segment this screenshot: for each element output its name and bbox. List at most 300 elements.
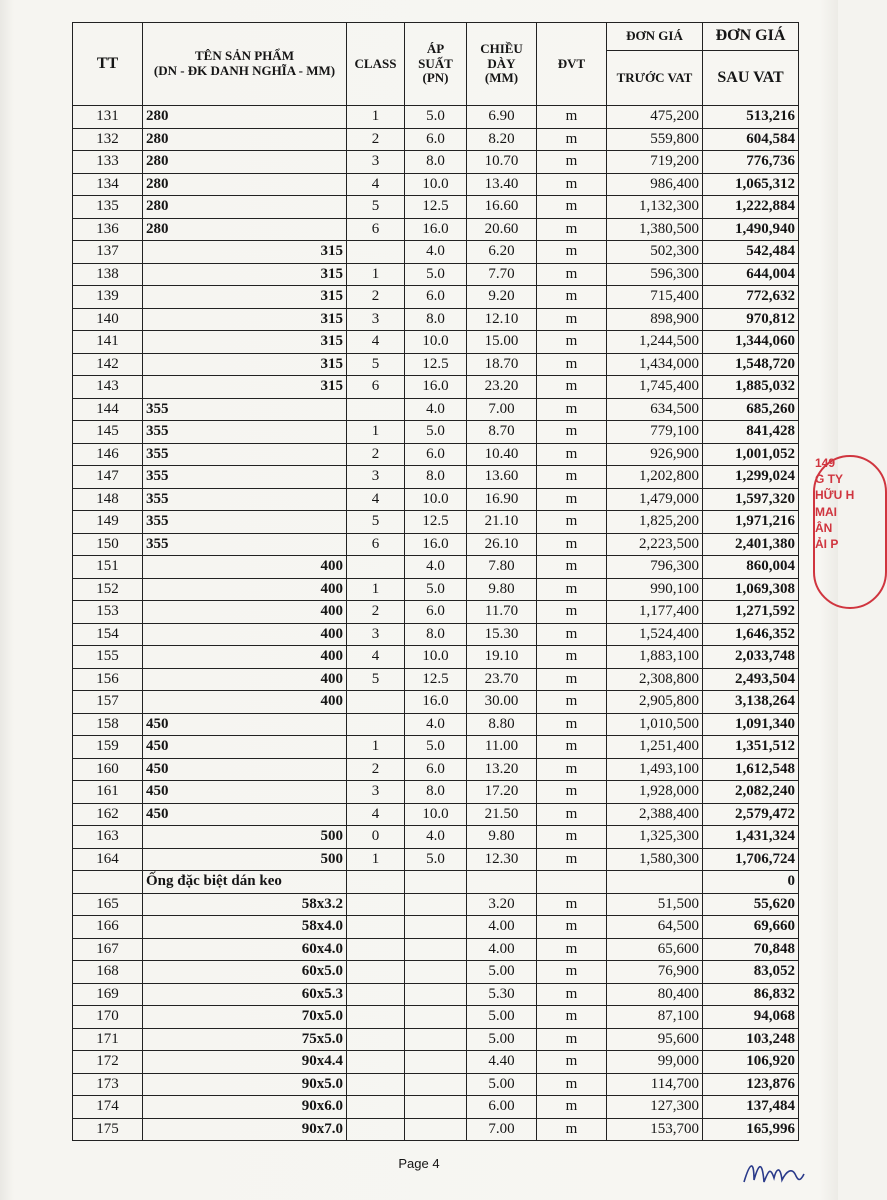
table-row (73, 443, 799, 466)
row-price-after-vat: 70,848 (703, 938, 799, 961)
col-unit-header: ĐVT (537, 23, 607, 106)
row-pressure: 10.0 (405, 488, 467, 511)
row-product-name: 450 (143, 803, 347, 826)
table-row (73, 803, 799, 826)
row-price-before-vat: 1,825,200 (607, 511, 703, 534)
row-unit: m (537, 601, 607, 624)
row-pressure (405, 1118, 467, 1141)
row-price-before-vat: 779,100 (607, 421, 703, 444)
pressure-header-l1: ÁP (426, 40, 445, 56)
row-price-before-vat: 1,202,800 (607, 466, 703, 489)
row-tt: 158 (73, 713, 143, 736)
row-product-name: 280 (143, 173, 347, 196)
col-class-header: CLASS (347, 23, 405, 106)
row-price-before-vat: 87,100 (607, 1006, 703, 1029)
row-unit: m (537, 646, 607, 669)
row-pressure: 10.0 (405, 331, 467, 354)
row-pressure: 12.5 (405, 353, 467, 376)
row-price-after-vat: 1,885,032 (703, 376, 799, 399)
row-pressure: 10.0 (405, 173, 467, 196)
row-class: 5 (347, 196, 405, 219)
table-row (73, 713, 799, 736)
row-price-before-vat: 986,400 (607, 173, 703, 196)
row-product-name: 75x5.0 (143, 1028, 347, 1051)
row-tt: 132 (73, 128, 143, 151)
row-product-name: 355 (143, 466, 347, 489)
row-tt: 135 (73, 196, 143, 219)
row-unit: m (537, 488, 607, 511)
row-price-after-vat: 1,344,060 (703, 331, 799, 354)
row-tt: 149 (73, 511, 143, 534)
row-pressure: 16.0 (405, 218, 467, 241)
row-price-after-vat: 841,428 (703, 421, 799, 444)
row-price-before-vat: 99,000 (607, 1051, 703, 1074)
table-row (73, 1028, 799, 1051)
thickness-header-l3: (MM) (484, 70, 519, 86)
row-thickness (467, 871, 537, 894)
row-thickness: 9.20 (467, 286, 537, 309)
row-pressure: 8.0 (405, 623, 467, 646)
row-class: 4 (347, 173, 405, 196)
row-pressure: 8.0 (405, 151, 467, 174)
row-tt: 131 (73, 106, 143, 129)
row-tt: 150 (73, 533, 143, 556)
row-pressure: 16.0 (405, 691, 467, 714)
row-pressure: 12.5 (405, 196, 467, 219)
row-unit: m (537, 173, 607, 196)
row-class: 4 (347, 803, 405, 826)
row-unit: m (537, 938, 607, 961)
row-class (347, 916, 405, 939)
row-price-before-vat: 76,900 (607, 961, 703, 984)
table-row (73, 1006, 799, 1029)
row-product-name: 280 (143, 151, 347, 174)
row-thickness: 26.10 (467, 533, 537, 556)
row-thickness: 5.00 (467, 961, 537, 984)
table-row (73, 983, 799, 1006)
row-tt: 148 (73, 488, 143, 511)
table-row (73, 511, 799, 534)
row-unit: m (537, 511, 607, 534)
row-price-after-vat: 2,082,240 (703, 781, 799, 804)
table-row (73, 263, 799, 286)
row-tt: 133 (73, 151, 143, 174)
row-price-after-vat: 1,001,052 (703, 443, 799, 466)
row-price-after-vat: 1,548,720 (703, 353, 799, 376)
pressure-header-l2: SUẤT (418, 55, 453, 71)
row-thickness: 6.00 (467, 1096, 537, 1119)
table-row (73, 758, 799, 781)
row-price-before-vat: 127,300 (607, 1096, 703, 1119)
row-product-name: 70x5.0 (143, 1006, 347, 1029)
row-thickness: 7.00 (467, 398, 537, 421)
row-pressure: 4.0 (405, 241, 467, 264)
row-unit: m (537, 578, 607, 601)
row-price-before-vat: 1,244,500 (607, 331, 703, 354)
row-unit: m (537, 421, 607, 444)
row-pressure: 5.0 (405, 848, 467, 871)
table-row (73, 421, 799, 444)
table-row (73, 331, 799, 354)
table-row (73, 578, 799, 601)
row-thickness: 4.00 (467, 916, 537, 939)
row-product-name: 355 (143, 398, 347, 421)
row-class: 4 (347, 331, 405, 354)
row-class: 2 (347, 601, 405, 624)
row-class: 2 (347, 443, 405, 466)
row-class (347, 961, 405, 984)
row-unit: m (537, 263, 607, 286)
row-product-name: 400 (143, 646, 347, 669)
row-pressure: 6.0 (405, 286, 467, 309)
row-price-after-vat: 3,138,264 (703, 691, 799, 714)
row-price-after-vat: 2,401,380 (703, 533, 799, 556)
col-pressure-header (405, 23, 467, 106)
row-product-name: 58x3.2 (143, 893, 347, 916)
row-price-before-vat: 1,883,100 (607, 646, 703, 669)
table-row (73, 893, 799, 916)
row-class (347, 1051, 405, 1074)
row-tt: 153 (73, 601, 143, 624)
row-product-name: 500 (143, 848, 347, 871)
row-price-after-vat: 685,260 (703, 398, 799, 421)
row-unit: m (537, 1051, 607, 1074)
row-product-name: Ống đặc biệt dán keo (143, 871, 347, 894)
page-number: Page 4 (398, 1156, 440, 1171)
row-unit: m (537, 128, 607, 151)
row-class (347, 893, 405, 916)
row-tt: 155 (73, 646, 143, 669)
table-row (73, 308, 799, 331)
row-product-name: 90x7.0 (143, 1118, 347, 1141)
row-price-before-vat: 719,200 (607, 151, 703, 174)
row-unit: m (537, 1118, 607, 1141)
row-unit: m (537, 443, 607, 466)
row-thickness: 11.70 (467, 601, 537, 624)
table-row (73, 466, 799, 489)
table-row (73, 488, 799, 511)
row-class: 5 (347, 668, 405, 691)
row-tt: 154 (73, 623, 143, 646)
row-thickness: 21.10 (467, 511, 537, 534)
row-price-before-vat: 1,479,000 (607, 488, 703, 511)
row-class: 2 (347, 758, 405, 781)
row-unit: m (537, 781, 607, 804)
row-price-before-vat: 153,700 (607, 1118, 703, 1141)
row-product-name: 315 (143, 353, 347, 376)
row-thickness: 8.80 (467, 713, 537, 736)
row-thickness: 15.00 (467, 331, 537, 354)
row-product-name: 280 (143, 218, 347, 241)
row-price-after-vat: 644,004 (703, 263, 799, 286)
row-class: 1 (347, 736, 405, 759)
row-unit (537, 871, 607, 894)
row-pressure: 16.0 (405, 376, 467, 399)
row-thickness: 5.00 (467, 1073, 537, 1096)
row-tt: 156 (73, 668, 143, 691)
row-price-after-vat: 94,068 (703, 1006, 799, 1029)
row-price-before-vat: 64,500 (607, 916, 703, 939)
row-pressure (405, 893, 467, 916)
row-class (347, 1073, 405, 1096)
row-price-after-vat: 772,632 (703, 286, 799, 309)
row-thickness: 23.20 (467, 376, 537, 399)
row-price-after-vat: 1,490,940 (703, 218, 799, 241)
row-thickness: 13.40 (467, 173, 537, 196)
col-price-after-header: SAU VAT (703, 51, 799, 106)
row-class (347, 241, 405, 264)
col-tt-header: TT (73, 23, 143, 106)
table-row (73, 1051, 799, 1074)
company-stamp (805, 455, 865, 605)
row-tt: 145 (73, 421, 143, 444)
row-price-after-vat: 860,004 (703, 556, 799, 579)
row-tt: 159 (73, 736, 143, 759)
row-pressure: 6.0 (405, 443, 467, 466)
row-product-name: 355 (143, 533, 347, 556)
row-unit: m (537, 353, 607, 376)
row-thickness: 5.30 (467, 983, 537, 1006)
table-row (73, 938, 799, 961)
row-product-name: 280 (143, 128, 347, 151)
row-product-name: 90x6.0 (143, 1096, 347, 1119)
row-class: 3 (347, 466, 405, 489)
row-price-before-vat: 80,400 (607, 983, 703, 1006)
row-unit: m (537, 533, 607, 556)
row-thickness: 7.70 (467, 263, 537, 286)
row-class (347, 691, 405, 714)
row-price-after-vat: 83,052 (703, 961, 799, 984)
row-product-name: 450 (143, 736, 347, 759)
row-pressure: 5.0 (405, 106, 467, 129)
col-price-after-group: ĐƠN GIÁ (703, 23, 799, 51)
row-tt: 170 (73, 1006, 143, 1029)
row-class: 6 (347, 533, 405, 556)
col-price-before-header: TRƯỚC VAT (607, 51, 703, 106)
row-price-before-vat: 2,388,400 (607, 803, 703, 826)
row-class: 5 (347, 511, 405, 534)
row-unit: m (537, 241, 607, 264)
table-row (73, 353, 799, 376)
row-pressure (405, 1028, 467, 1051)
row-tt: 160 (73, 758, 143, 781)
header-row (73, 23, 799, 51)
row-class (347, 1096, 405, 1119)
row-price-after-vat: 1,612,548 (703, 758, 799, 781)
row-tt: 139 (73, 286, 143, 309)
row-pressure: 5.0 (405, 421, 467, 444)
row-class: 1 (347, 848, 405, 871)
row-thickness: 23.70 (467, 668, 537, 691)
row-class: 0 (347, 826, 405, 849)
table-row (73, 961, 799, 984)
table-row (73, 623, 799, 646)
row-unit: m (537, 983, 607, 1006)
row-product-name: 90x4.4 (143, 1051, 347, 1074)
stamp-line: 149 (815, 456, 836, 470)
row-thickness: 15.30 (467, 623, 537, 646)
table-row (73, 691, 799, 714)
table-row (73, 668, 799, 691)
row-price-after-vat: 1,299,024 (703, 466, 799, 489)
row-class (347, 556, 405, 579)
row-thickness: 5.00 (467, 1028, 537, 1051)
table-row (73, 601, 799, 624)
row-tt: 157 (73, 691, 143, 714)
stamp-line: MAI (815, 504, 837, 519)
row-price-before-vat: 1,177,400 (607, 601, 703, 624)
row-pressure: 6.0 (405, 128, 467, 151)
row-price-before-vat: 1,493,100 (607, 758, 703, 781)
row-price-after-vat: 1,091,340 (703, 713, 799, 736)
col-name-header (143, 23, 347, 106)
row-thickness: 21.50 (467, 803, 537, 826)
stamp-line: ẢI P (815, 536, 839, 551)
row-price-after-vat: 1,271,592 (703, 601, 799, 624)
row-thickness: 4.40 (467, 1051, 537, 1074)
row-thickness: 10.70 (467, 151, 537, 174)
row-tt: 151 (73, 556, 143, 579)
row-unit: m (537, 331, 607, 354)
row-price-after-vat: 604,584 (703, 128, 799, 151)
row-pressure: 10.0 (405, 803, 467, 826)
row-class: 1 (347, 106, 405, 129)
stamp-line: HỮU H (815, 488, 855, 503)
row-product-name: 315 (143, 308, 347, 331)
row-price-after-vat: 165,996 (703, 1118, 799, 1141)
row-pressure: 12.5 (405, 668, 467, 691)
row-unit: m (537, 398, 607, 421)
row-unit: m (537, 803, 607, 826)
row-product-name: 400 (143, 601, 347, 624)
row-pressure: 6.0 (405, 601, 467, 624)
table-row (73, 871, 799, 894)
row-unit: m (537, 286, 607, 309)
row-unit: m (537, 308, 607, 331)
row-tt: 161 (73, 781, 143, 804)
signature-icon (740, 1152, 810, 1192)
row-price-before-vat: 990,100 (607, 578, 703, 601)
row-product-name: 400 (143, 691, 347, 714)
row-unit: m (537, 376, 607, 399)
table-row (73, 1118, 799, 1141)
table-body (73, 106, 799, 1141)
col-name-header-line1: TÊN SẢN PHẨM (195, 48, 294, 64)
table-row (73, 151, 799, 174)
row-product-name: 58x4.0 (143, 916, 347, 939)
row-price-after-vat: 1,597,320 (703, 488, 799, 511)
row-price-before-vat: 51,500 (607, 893, 703, 916)
row-class (347, 713, 405, 736)
row-class: 6 (347, 218, 405, 241)
table-row (73, 781, 799, 804)
row-class: 1 (347, 263, 405, 286)
row-thickness: 7.80 (467, 556, 537, 579)
row-product-name: 315 (143, 376, 347, 399)
row-unit: m (537, 826, 607, 849)
table-row (73, 218, 799, 241)
row-price-before-vat: 502,300 (607, 241, 703, 264)
table-row (73, 826, 799, 849)
row-thickness: 3.20 (467, 893, 537, 916)
row-tt (73, 871, 143, 894)
row-tt: 175 (73, 1118, 143, 1141)
row-unit: m (537, 713, 607, 736)
row-product-name: 60x5.0 (143, 961, 347, 984)
row-tt: 134 (73, 173, 143, 196)
row-unit: m (537, 668, 607, 691)
row-thickness: 4.00 (467, 938, 537, 961)
row-class (347, 1006, 405, 1029)
row-thickness: 9.80 (467, 578, 537, 601)
row-unit: m (537, 151, 607, 174)
row-price-after-vat: 2,493,504 (703, 668, 799, 691)
row-price-after-vat: 1,065,312 (703, 173, 799, 196)
table-row (73, 173, 799, 196)
row-tt: 144 (73, 398, 143, 421)
row-price-before-vat: 1,325,300 (607, 826, 703, 849)
row-price-before-vat: 475,200 (607, 106, 703, 129)
row-unit: m (537, 691, 607, 714)
row-product-name: 315 (143, 286, 347, 309)
row-price-before-vat: 1,132,300 (607, 196, 703, 219)
row-price-before-vat: 1,251,400 (607, 736, 703, 759)
row-pressure (405, 1006, 467, 1029)
row-tt: 146 (73, 443, 143, 466)
row-price-before-vat: 715,400 (607, 286, 703, 309)
row-thickness: 11.00 (467, 736, 537, 759)
row-price-after-vat: 1,069,308 (703, 578, 799, 601)
row-tt: 169 (73, 983, 143, 1006)
row-price-after-vat: 55,620 (703, 893, 799, 916)
row-price-before-vat: 95,600 (607, 1028, 703, 1051)
row-unit: m (537, 556, 607, 579)
row-tt: 164 (73, 848, 143, 871)
row-class: 1 (347, 578, 405, 601)
row-product-name: 60x4.0 (143, 938, 347, 961)
row-price-after-vat: 1,431,324 (703, 826, 799, 849)
row-price-before-vat: 1,380,500 (607, 218, 703, 241)
row-price-before-vat: 65,600 (607, 938, 703, 961)
row-unit: m (537, 736, 607, 759)
row-tt: 167 (73, 938, 143, 961)
row-tt: 138 (73, 263, 143, 286)
row-tt: 141 (73, 331, 143, 354)
row-tt: 143 (73, 376, 143, 399)
row-thickness: 16.90 (467, 488, 537, 511)
row-tt: 136 (73, 218, 143, 241)
table-row (73, 106, 799, 129)
row-price-before-vat: 1,434,000 (607, 353, 703, 376)
row-price-before-vat: 2,308,800 (607, 668, 703, 691)
row-product-name: 355 (143, 421, 347, 444)
table-row (73, 556, 799, 579)
row-price-after-vat: 1,646,352 (703, 623, 799, 646)
row-pressure: 4.0 (405, 713, 467, 736)
row-price-after-vat: 103,248 (703, 1028, 799, 1051)
row-price-before-vat: 796,300 (607, 556, 703, 579)
row-thickness: 5.00 (467, 1006, 537, 1029)
thickness-header-l1: CHIỀU (480, 40, 523, 56)
row-tt: 174 (73, 1096, 143, 1119)
row-unit: m (537, 1073, 607, 1096)
row-unit: m (537, 1096, 607, 1119)
row-thickness: 20.60 (467, 218, 537, 241)
row-thickness: 17.20 (467, 781, 537, 804)
table-row (73, 128, 799, 151)
row-price-after-vat: 1,351,512 (703, 736, 799, 759)
table-row (73, 533, 799, 556)
